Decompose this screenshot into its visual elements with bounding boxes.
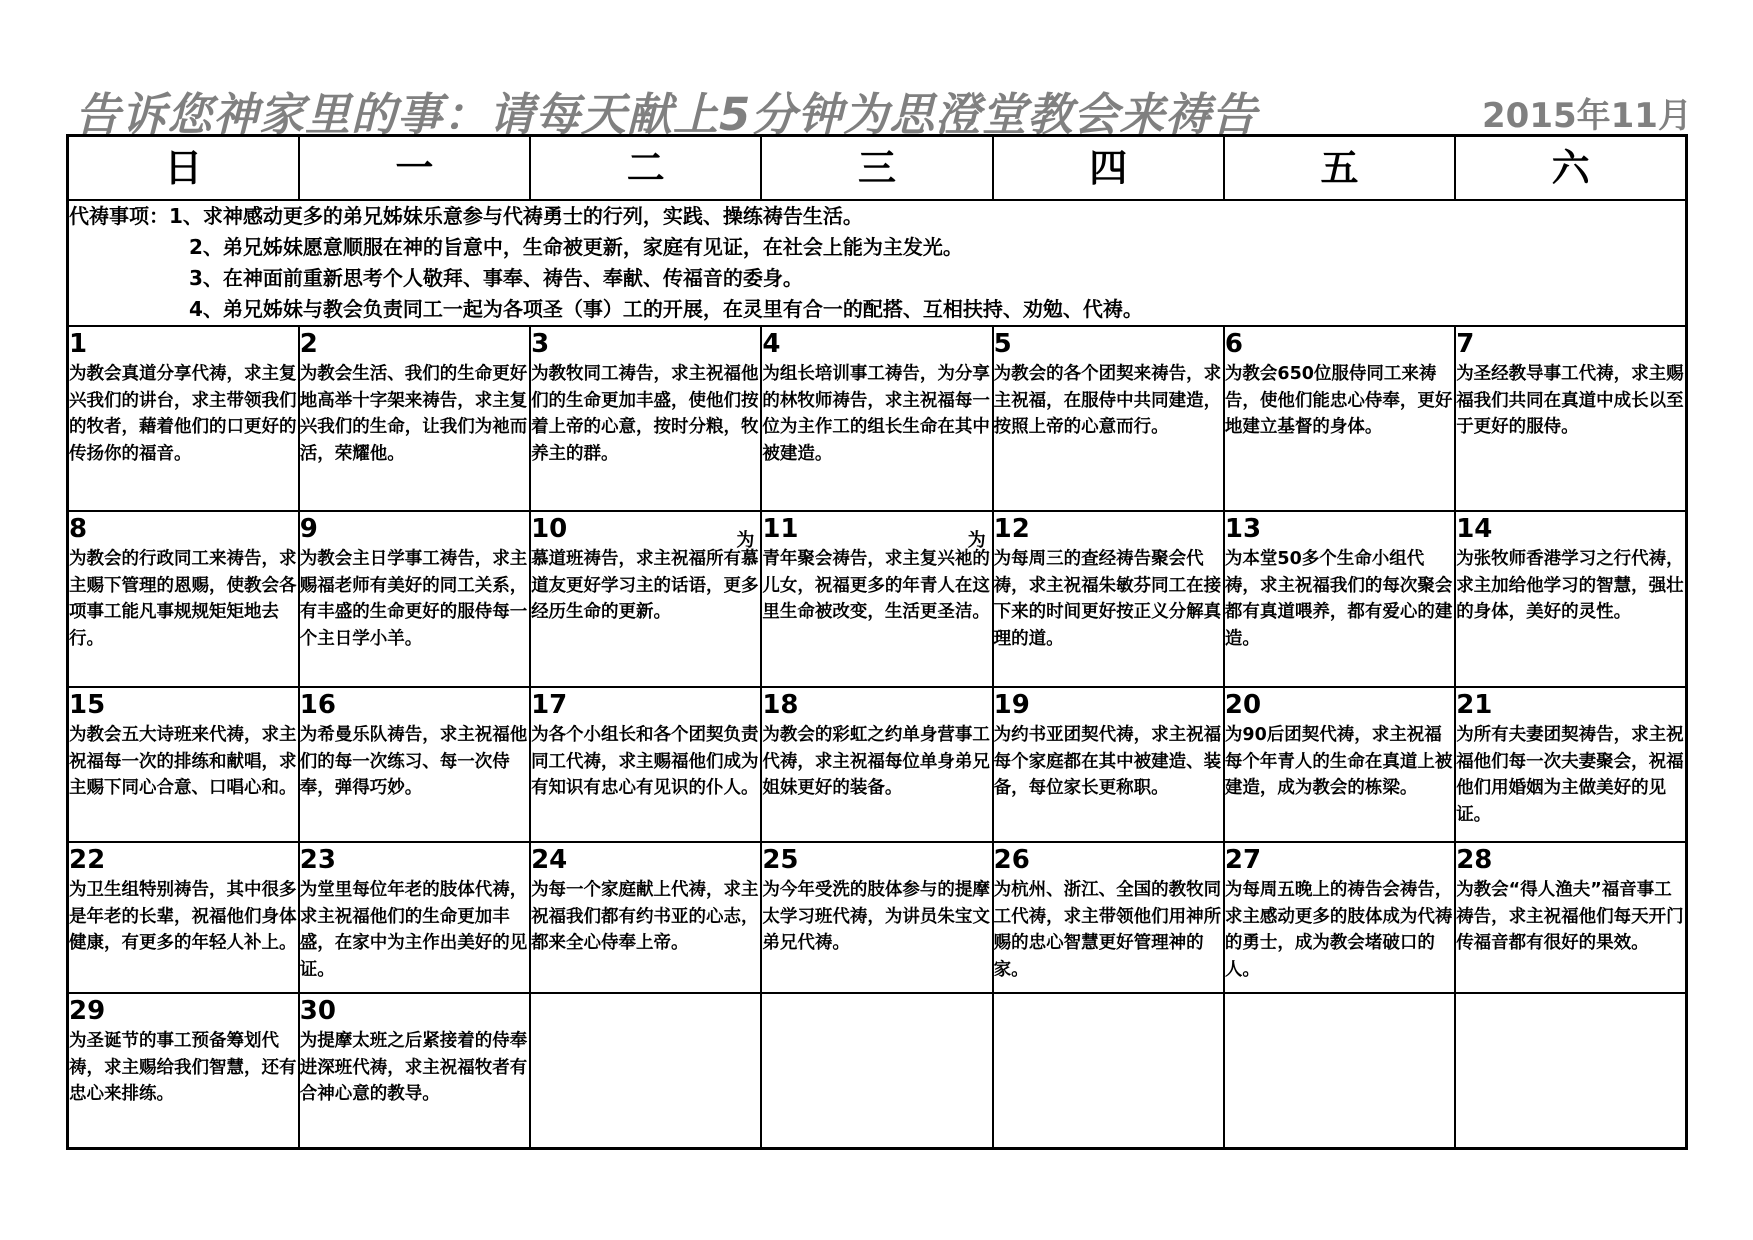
week-row xyxy=(68,842,1687,993)
day-cell xyxy=(1455,687,1686,842)
empty-day-cell xyxy=(1455,993,1686,1149)
day-aside: 为 xyxy=(967,530,986,551)
day-text: 为教会“得人渔夫”福音事工祷告，求主祝福他们每天开门传福音都有很好的果效。 xyxy=(1456,880,1684,953)
empty-day-cell xyxy=(530,993,761,1149)
day-text: 为教牧同工祷告，求主祝福他们的生命更加丰盛，使他们按着上帝的心意，按时分粮，牧养主的群。 xyxy=(531,364,759,464)
day-text: 为教会生活、我们的生命更好地高举十字架来祷告，求主复兴我们的生命，让我们为祂而活，荣耀他。 xyxy=(299,364,528,464)
prayer-request-item: 3、在神面前重新思考个人敬拜、事奉、祷告、奉献、传福音的委身。 xyxy=(189,266,803,290)
day-number: 11 xyxy=(762,514,799,544)
day-cell xyxy=(68,993,299,1149)
day-cell xyxy=(299,511,530,687)
prayer-request-item: 4、弟兄姊妹与教会负责同工一起为各项圣（事）工的开展，在灵里有合一的配搭、互相扶持、劝勉、代祷。 xyxy=(189,297,1143,321)
day-cell xyxy=(68,511,299,687)
day-number: 22 xyxy=(69,845,106,875)
week-row xyxy=(68,326,1687,511)
day-cell xyxy=(530,326,761,511)
day-number: 18 xyxy=(762,690,799,720)
day-cell xyxy=(530,842,761,993)
day-cell xyxy=(761,687,992,842)
day-cell xyxy=(761,326,992,511)
day-cell xyxy=(993,326,1224,511)
week-row xyxy=(68,687,1687,842)
day-text: 为教会主日学事工祷告，求主赐福老师有美好的同工关系，有丰盛的生命更好的服侍每一个主日学小羊。 xyxy=(299,549,528,649)
day-cell xyxy=(299,842,530,993)
day-cell xyxy=(1224,842,1455,993)
day-text: 为每周五晚上的祷告会祷告，求主感动更多的肢体成为代祷的勇士，成为教会堵破口的人。 xyxy=(1224,880,1453,980)
day-text: 为教会650位服侍同工来祷告，使他们能忠心侍奉，更好地建立基督的身体。 xyxy=(1224,364,1453,437)
day-number: 28 xyxy=(1456,845,1493,875)
day-text: 青年聚会祷告，求主复兴祂的儿女，祝福更多的年青人在这里生命被改变，生活更圣洁。 xyxy=(762,549,990,622)
day-cell xyxy=(299,993,530,1149)
day-text: 为教会的各个团契来祷告，求主祝福，在服侍中共同建造，按照上帝的心意而行。 xyxy=(993,364,1222,437)
day-number: 21 xyxy=(1456,690,1493,720)
day-text: 为卫生组特别祷告，其中很多是年老的长辈，祝福他们身体健康，有更多的年轻人补上。 xyxy=(69,880,297,953)
day-cell xyxy=(993,687,1224,842)
day-text: 为圣经教导事工代祷，求主赐福我们共同在真道中成长以至于更好的服侍。 xyxy=(1456,364,1684,437)
weekday-sat: 六 xyxy=(1455,136,1686,201)
day-cell xyxy=(1224,511,1455,687)
day-text: 为每一个家庭献上代祷，求主祝福我们都有约书亚的心志，都来全心侍奉上帝。 xyxy=(531,880,759,953)
day-cell xyxy=(530,511,761,687)
weekday-thu: 四 xyxy=(993,136,1224,201)
day-text: 为教会五大诗班来代祷，求主祝福每一次的排练和献唱，求主赐下同心合意、口唱心和。 xyxy=(69,725,297,798)
day-cell xyxy=(1455,842,1686,993)
day-number: 29 xyxy=(69,996,106,1026)
day-number: 3 xyxy=(531,329,550,359)
day-text: 为约书亚团契代祷，求主祝福每个家庭都在其中被建造、装备，每位家长更称职。 xyxy=(993,725,1222,798)
day-number: 25 xyxy=(762,845,799,875)
day-number: 8 xyxy=(69,514,88,544)
day-cell xyxy=(1224,326,1455,511)
day-number: 15 xyxy=(69,690,106,720)
day-number: 23 xyxy=(299,845,336,875)
day-cell xyxy=(530,687,761,842)
day-cell xyxy=(993,842,1224,993)
day-cell xyxy=(68,687,299,842)
weekday-mon: 一 xyxy=(299,136,530,201)
day-cell xyxy=(761,842,992,993)
day-number: 20 xyxy=(1224,690,1262,720)
day-number: 26 xyxy=(993,845,1030,875)
day-number: 24 xyxy=(531,845,568,875)
day-text: 为堂里每位年老的肢体代祷，求主祝福他们的生命更加丰盛，在家中为主作出美好的见证。 xyxy=(299,880,528,980)
day-number: 7 xyxy=(1456,329,1475,359)
day-cell xyxy=(1224,687,1455,842)
empty-day-cell xyxy=(993,993,1224,1149)
day-number: 10 xyxy=(531,514,568,544)
day-cell xyxy=(993,511,1224,687)
day-number: 1 xyxy=(69,329,88,359)
empty-day-cell xyxy=(761,993,992,1149)
prayer-request-item: 2、弟兄姊妹愿意顺服在神的旨意中，生命被更新，家庭有见证，在社会上能为主发光。 xyxy=(189,235,963,259)
day-cell xyxy=(299,326,530,511)
prayer-requests-label: 代祷事项： xyxy=(69,204,169,228)
prayer-requests xyxy=(68,200,1687,326)
day-text: 为90后团契代祷，求主祝福每个年青人的生命在真道上被建造，成为教会的栋梁。 xyxy=(1224,725,1453,798)
day-cell xyxy=(1455,326,1686,511)
day-number: 4 xyxy=(762,329,781,359)
day-number: 5 xyxy=(993,329,1012,359)
weekday-wed: 三 xyxy=(761,136,992,201)
weekday-fri: 五 xyxy=(1224,136,1455,201)
day-text: 为张牧师香港学习之行代祷，求主加给他学习的智慧，强壮的身体，美好的灵性。 xyxy=(1456,549,1684,622)
day-number: 12 xyxy=(993,514,1030,544)
day-number: 17 xyxy=(531,690,568,720)
weekday-tue: 二 xyxy=(530,136,761,201)
day-number: 6 xyxy=(1224,329,1243,359)
day-text: 为教会真道分享代祷，求主复兴我们的讲台，求主带领我们的牧者，藉着他们的口更好的传扬你的福音。 xyxy=(69,364,297,464)
week-row xyxy=(68,993,1687,1149)
day-text: 为本堂50多个生命小组代祷，求主祝福我们的每次聚会都有真道喂养，都有爱心的建造。 xyxy=(1224,549,1453,649)
calendar-table xyxy=(66,134,1688,1150)
day-text: 为教会的彩虹之约单身营事工代祷，求主祝福每位单身弟兄姐妹更好的装备。 xyxy=(762,725,990,798)
weekday-sun: 日 xyxy=(68,136,299,201)
day-cell xyxy=(68,326,299,511)
day-cell xyxy=(68,842,299,993)
day-number: 27 xyxy=(1224,845,1262,875)
day-text: 为每周三的查经祷告聚会代祷，求主祝福朱敏芬同工在接下来的时间更好按正义分解真理的道。 xyxy=(993,549,1222,649)
prayer-request-item: 代祷事项：1、求神感动更多的弟兄姊妹乐意参与代祷勇士的行列，实践、操练祷告生活。 xyxy=(69,204,863,228)
day-text: 为圣诞节的事工预备筹划代祷，求主赐给我们智慧，还有忠心来排练。 xyxy=(69,1031,297,1104)
day-cell xyxy=(299,687,530,842)
day-text: 为今年受洗的肢体参与的提摩太学习班代祷，为讲员朱宝文弟兄代祷。 xyxy=(762,880,990,953)
page-title: 告诉您神家里的事：请每天献上5分钟为思澄堂教会来祷告 xyxy=(75,88,1258,141)
prayer-requests-row xyxy=(68,200,1687,326)
day-cell xyxy=(761,511,992,687)
day-number: 2 xyxy=(299,329,318,359)
day-text: 为教会的行政同工来祷告，求主赐下管理的恩赐，使教会各项事工能凡事规规矩矩地去行。 xyxy=(69,549,297,649)
weekday-header-row xyxy=(68,136,1687,201)
day-aside: 为 xyxy=(736,530,755,551)
day-text: 慕道班祷告，求主祝福所有慕道友更好学习主的话语，更多经历生命的更新。 xyxy=(531,549,759,622)
empty-day-cell xyxy=(1224,993,1455,1149)
day-number: 19 xyxy=(993,690,1030,720)
day-text: 为杭州、浙江、全国的教牧同工代祷，求主带领他们用神所赐的忠心智慧更好管理神的家。 xyxy=(993,880,1222,980)
day-number: 30 xyxy=(299,996,336,1026)
day-text: 为希曼乐队祷告，求主祝福他们的每一次练习、每一次侍奉，弹得巧妙。 xyxy=(299,725,528,798)
day-number: 13 xyxy=(1224,514,1262,544)
day-text: 为各个小组长和各个团契负责同工代祷，求主赐福他们成为有知识有忠心有见识的仆人。 xyxy=(531,725,759,798)
day-text: 为组长培训事工祷告，为分享的林牧师祷告，求主祝福每一位为主作工的组长生命在其中被建造。 xyxy=(762,364,990,464)
month-label: 2015年11月 xyxy=(1482,96,1692,136)
day-text: 为所有夫妻团契祷告，求主祝福他们每一次夫妻聚会，祝福他们用婚姻为主做美好的见证。 xyxy=(1456,725,1684,825)
day-number: 16 xyxy=(299,690,336,720)
week-row xyxy=(68,511,1687,687)
day-number: 14 xyxy=(1456,514,1493,544)
day-text: 为提摩太班之后紧接着的侍奉进深班代祷，求主祝福牧者有合神心意的教导。 xyxy=(299,1031,528,1104)
day-cell xyxy=(1455,511,1686,687)
day-number: 9 xyxy=(299,514,318,544)
